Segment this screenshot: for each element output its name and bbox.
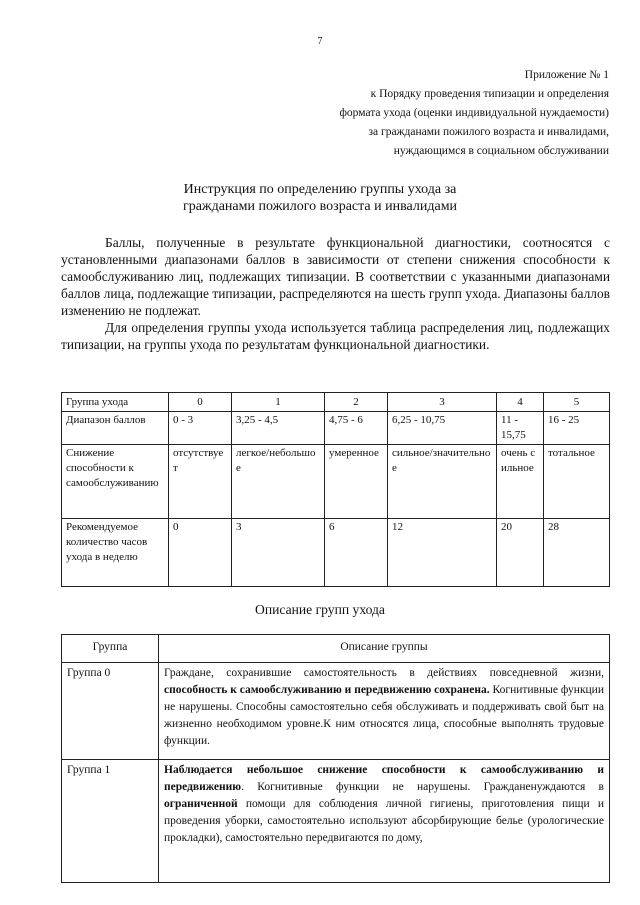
- header-cell: 3: [388, 393, 497, 412]
- table-cell: 12: [388, 519, 497, 587]
- table-cell: 20: [497, 519, 544, 587]
- table-cell: 16 - 25: [544, 412, 610, 445]
- table-cell: 6: [325, 519, 388, 587]
- table-cell: 3: [232, 519, 325, 587]
- table-cell: 28: [544, 519, 610, 587]
- row-label: Рекомендуемое количество часов ухода в неделю: [62, 519, 169, 587]
- table-row: [62, 760, 610, 883]
- page-number: 7: [317, 36, 323, 47]
- table-cell: 0 - 3: [169, 412, 232, 445]
- appendix-line: нуждающимся в социальном обслуживании: [393, 145, 609, 157]
- table-cell: сильное/значительное: [388, 445, 497, 519]
- instruction-text: [61, 234, 610, 353]
- appendix-line: Приложение № 1: [524, 69, 609, 81]
- group-description: [159, 663, 610, 760]
- table-cell: умеренное: [325, 445, 388, 519]
- header-cell: 0: [169, 393, 232, 412]
- section-title: Описание групп ухода: [255, 602, 385, 617]
- paragraph: Для определения группы ухода используется таблица распределения лиц, подлежащих типизации, на группы ухода по результатам функциональной диагностики.: [61, 320, 610, 352]
- appendix-line: к Порядку проведения типизации и определения: [370, 88, 609, 100]
- table-cell: 0: [169, 519, 232, 587]
- title-line-2: гражданами пожилого возраста и инвалидами: [182, 199, 458, 214]
- group-name: Группа 1: [62, 760, 159, 883]
- description-text: . Когнитивные функции не нарушены. Гражданенуждаются в: [241, 781, 604, 793]
- table-cell: 11 - 15,75: [497, 412, 544, 445]
- paragraph: Баллы, полученные в результате функциональной диагностики, соотносятся с установленными диапазонами баллов в зависимости от степени снижения способности к самообслуживанию лиц, подлежащих типизации. В соответствии с указанными диапазонами баллов лица, подлежащие типизации, распределяются на шесть групп ухода. Диапазоны баллов изменению не подлежат.: [61, 235, 610, 318]
- group-name: Группа 0: [62, 663, 159, 760]
- description-text: Когнитивные функции не нарушены. Способны самостоятельно себя обслуживать и поддерживать свой быт на жизненно необходимом уровне.К ним относятся лица, способные выполнять трудовые функции.: [164, 684, 604, 747]
- care-groups-table: [61, 392, 610, 587]
- appendix-line: формата ухода (оценки индивидуальной нуждаемости): [339, 107, 609, 119]
- header-cell: 2: [325, 393, 388, 412]
- table-cell: 3,25 - 4,5: [232, 412, 325, 445]
- table-row: [62, 663, 610, 760]
- table-cell: тотальное: [544, 445, 610, 519]
- description-bold-text: Наблюдается небольшое снижение способности к самообслуживанию и передвижению: [164, 764, 604, 793]
- table-header-row: [62, 635, 610, 663]
- table-cell: 6,25 - 10,75: [388, 412, 497, 445]
- header-cell: Описание группы: [159, 635, 610, 663]
- row-label: Снижение способности к самообслуживанию: [62, 445, 169, 519]
- description-text: Граждане, сохранившие самостоятельность в действиях повседневной жизни,: [164, 667, 604, 679]
- table-row: [62, 445, 610, 519]
- title-line-1: Инструкция по определению группы ухода за: [183, 182, 457, 197]
- group-description: [159, 760, 610, 883]
- header-cell: Группа ухода: [62, 393, 169, 412]
- table-cell: очень сильное: [497, 445, 544, 519]
- group-description-table: [61, 634, 610, 883]
- table-header-row: [62, 393, 610, 412]
- table-cell: 4,75 - 6: [325, 412, 388, 445]
- description-bold-text: способность к самообслуживанию и передвижению сохранена.: [164, 684, 490, 696]
- appendix-header: [339, 66, 609, 161]
- document-title: [0, 181, 640, 215]
- table-cell: легкое/небольшое: [232, 445, 325, 519]
- header-cell: 1: [232, 393, 325, 412]
- table-row: [62, 412, 610, 445]
- description-text: помощи для соблюдения личной гигиены, приготовления пищи и проведения уборки, самостоятельно используют абсорбирующие белье (урологические прокладки), самостоятельно передвигаются по дому,: [164, 798, 604, 844]
- appendix-line: за гражданами пожилого возраста и инвалидами,: [368, 126, 609, 138]
- table-cell: отсутствует: [169, 445, 232, 519]
- header-cell: 4: [497, 393, 544, 412]
- header-cell: Группа: [62, 635, 159, 663]
- header-cell: 5: [544, 393, 610, 412]
- table-row: [62, 519, 610, 587]
- description-bold-text: ограниченной: [164, 798, 238, 810]
- row-label: Диапазон баллов: [62, 412, 169, 445]
